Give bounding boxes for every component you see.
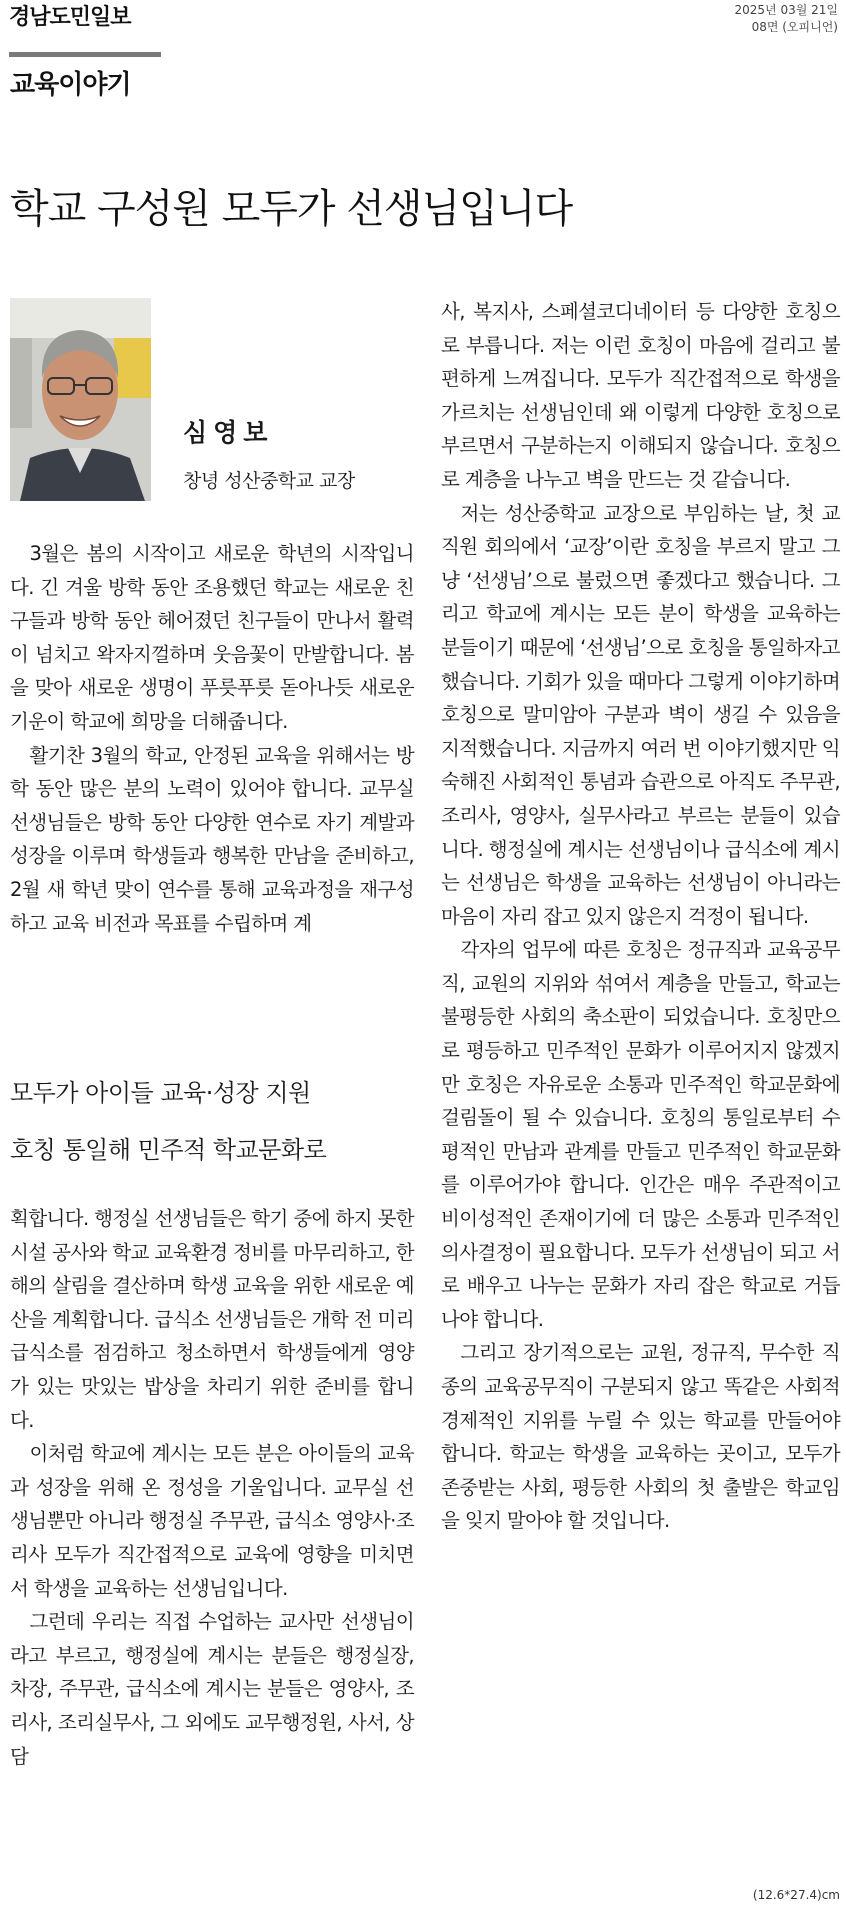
paragraph: 그런데 우리는 직접 수업하는 교사만 선생님이라고 부르고, 행정실에 계시는 분들은 행정실장, 차장, 주무관, 급식소에 계시는 분들은 영양사, 조리사, 조리실무사, 그 외에도 교무행정원, 사서, 상담: [10, 1610, 414, 1768]
paragraph: 각자의 업무에 따른 호칭은 정규직과 교육공무직, 교원의 지위와 섞여서 계층을 만들고, 학교는 불평등한 사회의 축소판이 되었습니다. 호칭만으로 평등하고 민주적인 문화가 이루어지지 않겠지만 호칭은 자유로운 소통과 민주적인 학교문화에 걸림돌이 될 수 있습니다. 호칭의 통일로부터 수평적인 만남과 관계를 만들고 민주적인 학교문화를 이루어가야 합니다. 인간은 매우 주관적이고 비이성적인 존재이기에 더 많은 소통과 민주적인 의사결정이 필요합니다. 모두가 선생님이 되고 서로 배우고 나누는 문화가 자리 잡은 학교로 거듭나야 합니다.: [441, 938, 840, 1331]
paragraph: 활기찬 3월의 학교, 안정된 교육을 위해서는 방학 동안 많은 분의 노력이 있어야 합니다. 교무실 선생님들은 방학 동안 다양한 연수로 자기 계발과 성장을 이루며 학생들과 행복한 만남을 준비하고, 2월 새 학년 맞이 연수를 통해 교육과정을 재구성하고 교육 비전과 목표를 수립하며 계: [10, 743, 414, 935]
author-photo: [10, 298, 151, 501]
author-portrait-illustration: [10, 298, 151, 501]
paragraph: 저는 성산중학교 교장으로 부임하는 날, 첫 교직원 회의에서 ‘교장’이란 호칭을 부르지 말고 그냥 ‘선생님’으로 불렀으면 좋겠다고 했습니다. 그리고 학교에 계시는 모든 분이 학생을 교육하는 분들이기 때문에 ‘선생님’으로 호칭을 통일하자고 했습니다. 기회가 있을 때마다 그렇게 이야기하며 호칭으로 말미암아 구분과 벽이 생길 수 있음을 지적했습니다. 지금까지 여러 번 이야기했지만 익숙해진 사회적인 통념과 습관으로 아직도 주무관, 조리사, 영양사, 실무사라고 부르는 분들이 있습니다. 행정실에 계시는 선생님이나 급식소에 계시는 선생님은 학생을 교육하는 선생님이 아니라는 마음이 자리 잡고 있지 않은지 걱정이 됩니다.: [441, 501, 840, 928]
section-rule: [9, 52, 161, 57]
article-body-left-bottom: [10, 1202, 414, 1773]
page-info: 08면 (오피니언): [751, 20, 838, 34]
paragraph: 그리고 장기적으로는 교원, 정규직, 무수한 직종의 교육공무직이 구분되지 않고 똑같은 사회적 경제적인 지위를 누릴 수 있는 학교를 만들어야 합니다. 학교는 학생을 교육하는 곳이고, 모두가 존중받는 사회, 평등한 사회의 첫 출발은 학교임을 잊지 말아야 할 것입니다.: [441, 1341, 840, 1533]
article-headline: 학교 구성원 모두가 선생님입니다: [10, 185, 573, 232]
article-body-right: [441, 295, 840, 1538]
paragraph: 이처럼 학교에 계시는 모든 분은 아이들의 교육과 성장을 위해 온 정성을 기울입니다. 교무실 선생님뿐만 아니라 행정실 주무관, 급식소 영양사·조리사 모두가 직간접적으로 교육에 영향을 미치면서 학생을 교육하는 선생님입니다.: [10, 1442, 414, 1600]
author-role: 창녕 성산중학교 교장: [183, 470, 355, 492]
paragraph: 획합니다. 행정실 선생님들은 학기 중에 하지 못한 시설 공사와 학교 교육환경 정비를 마무리하고, 한해의 살림을 결산하며 학생 교육을 위한 새로운 예산을 계획합니다. 급식소 선생님들은 개학 전 미리 급식소를 점검하고 청소하면서 학생들에게 영양가 있는 맛있는 밥상을 차리기 위한 준비를 합니다.: [10, 1207, 414, 1432]
subheadline: 호칭 통일해 민주적 학교문화로: [10, 1136, 327, 1164]
section-title: 교육이야기: [10, 70, 131, 100]
article-body-left-top: [10, 537, 414, 940]
publish-date: 2025년 03월 21일: [734, 3, 838, 17]
dateline: [735, 2, 838, 36]
paragraph: 사, 복지사, 스페셜코디네이터 등 다양한 호칭으로 부릅니다. 저는 이런 호칭이 마음에 걸리고 불편하게 느껴집니다. 모두가 직간접적으로 학생을 가르치는 선생님인데 왜 이렇게 다양한 호칭으로 부르면서 구분하는지 이해되지 않습니다. 호칭으로 계층을 나누고 벽을 만드는 것 같습니다.: [441, 300, 840, 491]
article-size-info: (12.6*27.4)cm: [752, 1888, 840, 1902]
paragraph: 3월은 봄의 시작이고 새로운 학년의 시작입니다. 긴 겨울 방학 동안 조용했던 학교는 새로운 친구들과 방학 동안 헤어졌던 친구들이 만나서 활력이 넘치고 왁자지껄하며 웃음꽃이 만발합니다. 봄을 맞아 새로운 생명이 푸릇푸릇 돋아나듯 새로운 기운이 학교에 희망을 더해줍니다.: [10, 542, 414, 733]
subheadline: 모두가 아이들 교육·성장 지원: [10, 1079, 311, 1107]
author-name: 심영보: [183, 418, 274, 447]
newspaper-masthead: 경남도민일보: [9, 5, 131, 30]
